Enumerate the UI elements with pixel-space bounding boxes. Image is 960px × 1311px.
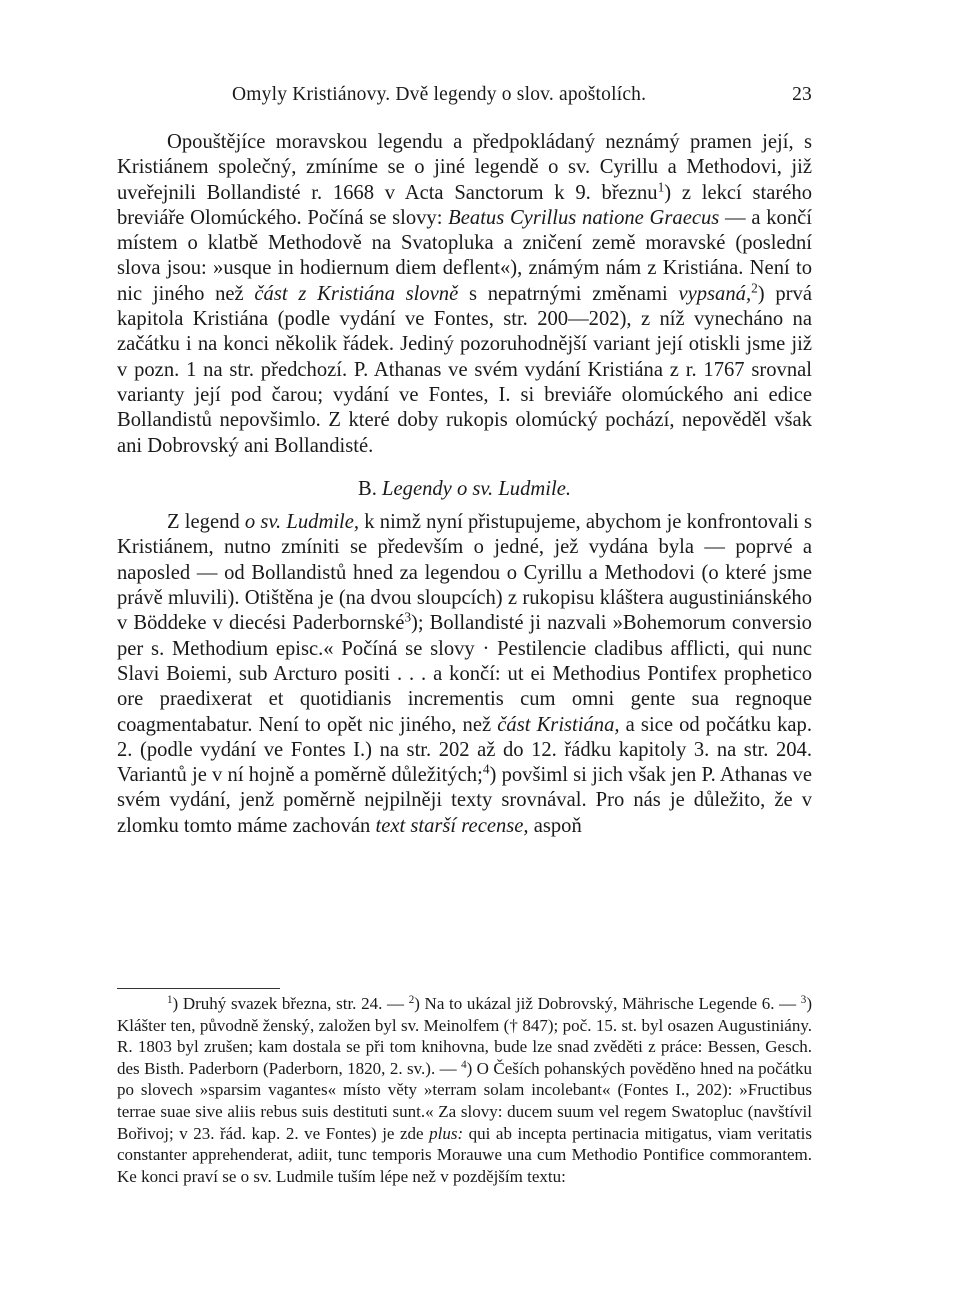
footnote-ref-1: 1 — [657, 179, 665, 195]
running-title: Omyly Kristiánovy. Dvě legendy o slov. apoštolích. — [232, 84, 647, 105]
footnote-marker: 2 — [408, 993, 415, 1006]
footnote-ref-4: 4 — [482, 761, 490, 777]
section-label: B. — [358, 477, 383, 500]
footnote-marker: 3 — [800, 993, 807, 1006]
footnote-4-cont: qui ab incepta pertinacia mitigatus, viam veritatis constanter apprehenderat, adiit, tunc temporis Morauwe una cum Methodio Pontifice commorantem. Ke konci praví se o sv. Ludmile tuším lépe než v pozdějším textu: — [117, 1123, 812, 1186]
section-title: Legendy o sv. Ludmile. — [382, 477, 571, 500]
section-heading — [117, 477, 812, 502]
text-run: Z legend — [167, 511, 245, 534]
paragraph-ludmila — [117, 510, 812, 839]
text-run: Opouštějíce moravskou legendu a předpokládaný neznámý pramen její, s Kristiánem společný, zmíníme se o jiné legendě o sv. Cyrillu a Methodovi, již uveřejnili Bollandisté r. 1668 v Acta Sanctorum k 9. březnu — [117, 131, 812, 204]
text-run: ) z lekcí starého breviáře Olomúckého. Počíná se slovy: — [117, 181, 812, 229]
footnote-4: ) O Češích pohanských pověděno hned na počátku po slovech »sparsim vagantes« místo věty »terram solam incolebant« (Fontes I., 202): »Fructibus terrae suae sive aliis rebus suis destituti sunt.« Za slovy: ducem suum vel regem Swatopluc (navštívil Bořivoj; v 23. řád. kap. 2. ve Fontes) je zde — [117, 1058, 812, 1143]
emphasis: část Kristiána, — [497, 713, 620, 736]
footnote-divider — [117, 988, 280, 989]
main-text — [117, 130, 812, 839]
text-run: ) povšiml si jich však jen P. Athanas ve svém vydání, jenž poměrně nejpilněji texty srovnával. Pro nás je důležito, že v zlomku tomto máme zachován — [117, 764, 812, 837]
incipit-quote: Beatus Cyrillus natione Graecus — [448, 206, 720, 229]
footnote-3: ) Klášter ten, původně ženský, založen byl sv. Meinolfem († 847); poč. 15. st. byl osazen Augustiniány. R. 1803 byl zrušen; kam dostala se při tom knihovna, bude lze snad zvěděti z práce: Bessen, Gesch. des Bisth. Paderborn (Paderborn, 1820, 2. sv.). — — [117, 994, 812, 1078]
footnote-1: ) Druhý svazek března, str. 24. — — [172, 994, 409, 1013]
footnote-block — [117, 993, 812, 1187]
footnote-marker: 4 — [461, 1058, 467, 1071]
text-run: a sice od počátku kap. 2. (podle vydání ve Fontes I.) na str. 202 až do 12. řádku kapitoly 3. na str. 204. Variantů je v ní hojně a poměrně důležitých; — [117, 713, 812, 787]
text-run: s nepatrnými změnami — [458, 282, 679, 305]
text-run: aspoň — [528, 814, 582, 837]
text-run: ) prvá kapitola Kristiána (podle vydání ve Fontes, str. 200—202), z níž vynecháno na začátku i na konci několik řádek. Jediný pozoruhodnější variant její otiskli jsme již v pozn. 1 na str. předchozí. P. Athanas ve svém vydání Kristiána z r. 1767 srovnal varianty její pod čarou; vydání ve Fontes, I. si breviáře olomúckého ani edice Bollandistů nepovšimlo. Z které doby rukopis olomúcký pochází, nepověděl však ani Dobrovský ani Bollandisté. — [117, 282, 812, 457]
text-run: k nimž nyní přistupujeme, abychom je konfrontovali s Kristiánem, nutno zmíniti se především o jedné, jež vydána byla — poprvé a naposled — od Bollandistů hned za legendou o Cyrillu a Methodovi (o které jsme právě mluvili). Otištěna je (na dvou sloupcích) z rukopisu kláštera augustiniánského v Böddeke v diecési Paderbornské — [117, 511, 812, 635]
emphasis: plus: — [429, 1123, 464, 1143]
footnotes — [117, 993, 812, 1187]
footnote-marker: 1 — [167, 993, 173, 1006]
footnote-ref-2: 2 — [751, 280, 758, 296]
page-number: 23 — [792, 84, 812, 105]
paragraph-cyrill-methodius — [117, 130, 812, 459]
emphasis: text starší recense, — [375, 814, 529, 837]
text-run: — a končí místem o klatbě Methodově na Svatopluka a zničení země moravské (poslední slova jsou: »usque in hodiernum diem deflent«), známým nám z Kristiána. Není to nic jiného než — [117, 206, 812, 305]
running-header — [232, 84, 812, 106]
emphasis: část z Kristiána slovně — [254, 282, 459, 305]
footnote-2: ) Na to ukázal již Dobrovský, Mährische Legende 6. — — [414, 994, 801, 1013]
emphasis: o sv. Ludmile, — [244, 511, 360, 534]
text-run: ); Bollandisté ji nazvali »Bohemorum conversio per s. Methodium episc.« Počíná se slovy · Pestilencie cladibus afflicti, qui nunc Slavi Boiemi, sub Arcturo positi . . . a končí: ut ei Methodius Pontifex prophetico ore praedixerat et quotidianis incrementis cum omni gente sua regnoque coagmentabatur. Není to opět nic jiného, než — [117, 612, 812, 736]
footnote-ref-3: 3 — [404, 609, 412, 625]
emphasis: vypsaná, — [678, 282, 752, 305]
